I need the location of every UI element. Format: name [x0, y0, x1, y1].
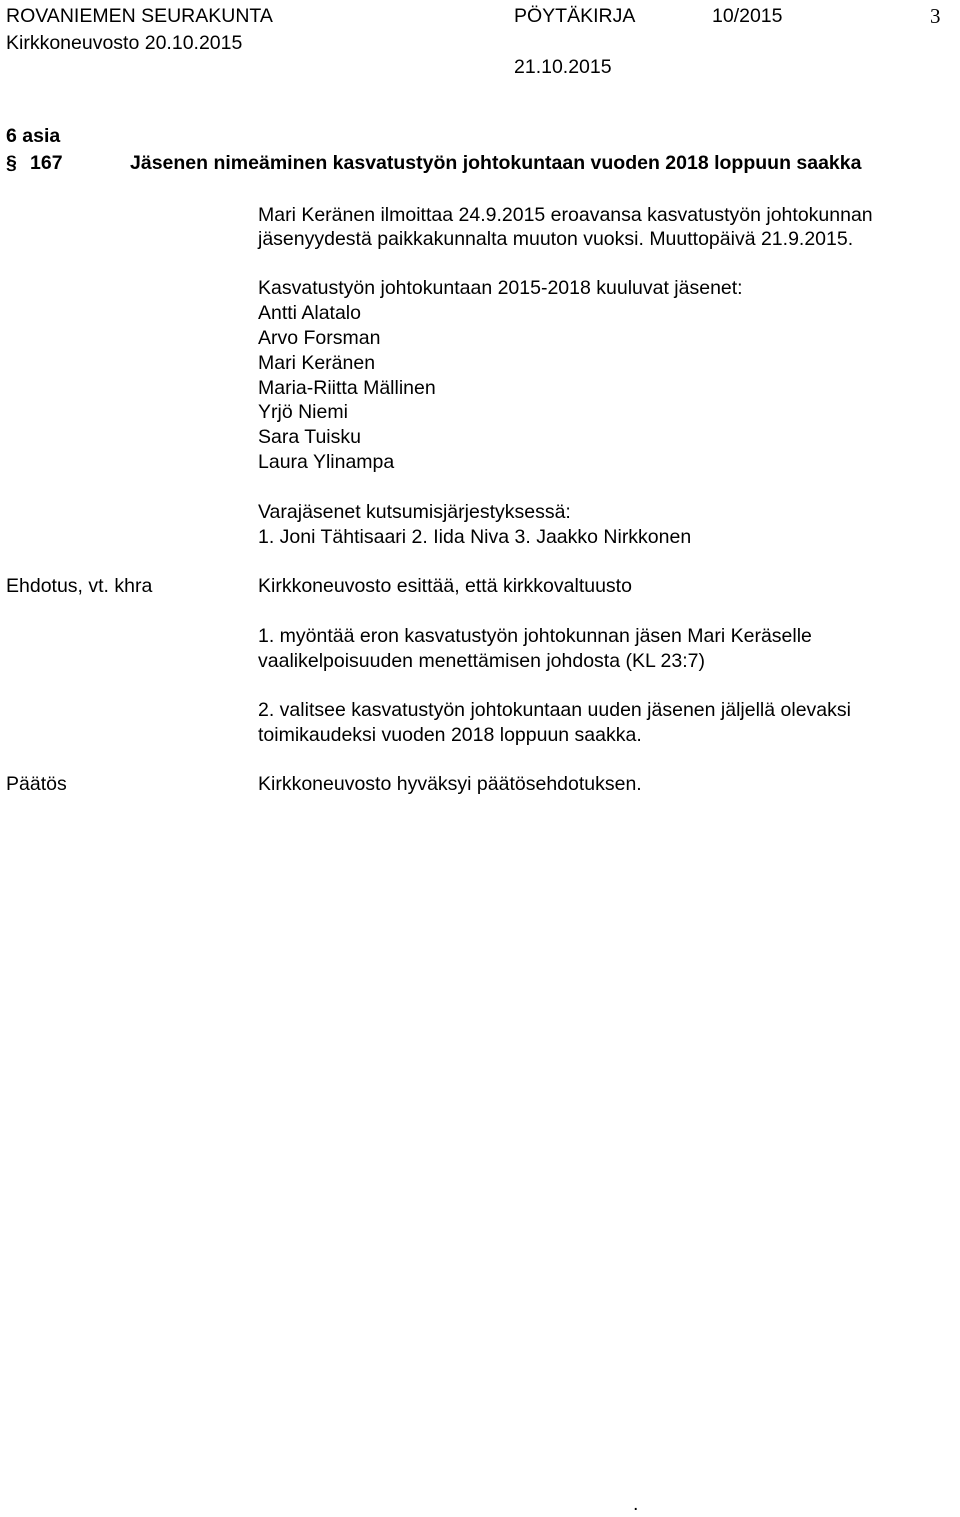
proposal-label: Ehdotus, vt. khra	[6, 575, 153, 597]
deputies-heading: Varajäsenet kutsumisjärjestyksessä:	[258, 501, 571, 523]
org-name: ROVANIEMEN SEURAKUNTA	[6, 5, 273, 27]
decision-text: Kirkkoneuvosto hyväksyi päätösehdotuksen.	[258, 773, 642, 795]
list-item: Arvo Forsman	[258, 327, 381, 349]
page-number: 3	[930, 4, 941, 28]
proposal-point-1-line-2: vaalikelpoisuuden menettämisen johdosta (KL 23:7)	[258, 650, 705, 672]
proposal-point-2-line-1: 2. valitsee kasvatustyön johtokuntaan uuden jäsenen jäljellä olevaksi	[258, 699, 851, 721]
section-symbol: §	[6, 152, 17, 174]
list-item: Maria-Riitta Mällinen	[258, 377, 436, 399]
meeting-name: Kirkkoneuvosto 20.10.2015	[6, 32, 243, 54]
decision-label: Päätös	[6, 773, 67, 795]
doc-type: PÖYTÄKIRJA	[514, 5, 636, 27]
doc-number: 10/2015	[712, 5, 783, 27]
proposal-lead: Kirkkoneuvosto esittää, että kirkkovaltuusto	[258, 575, 632, 597]
deputies-line: 1. Joni Tähtisaari 2. Iida Niva 3. Jaakko Nirkkonen	[258, 526, 692, 548]
intro-line-2: jäsenyydestä paikkakunnalta muuton vuoksi. Muuttopäivä 21.9.2015.	[258, 228, 854, 250]
item-asia: 6 asia	[6, 125, 61, 147]
item-number: 167	[30, 152, 63, 174]
list-item: Laura Ylinampa	[258, 451, 395, 473]
item-title: Jäsenen nimeäminen kasvatustyön johtokuntaan vuoden 2018 loppuun saakka	[130, 152, 862, 174]
list-item: Mari Keränen	[258, 352, 376, 374]
members-heading: Kasvatustyön johtokuntaan 2015-2018 kuuluvat jäsenet:	[258, 277, 743, 299]
proposal-point-2-line-2: toimikaudeksi vuoden 2018 loppuun saakka.	[258, 724, 642, 746]
list-item: Sara Tuisku	[258, 426, 361, 448]
intro-line-1: Mari Keränen ilmoittaa 24.9.2015 eroavansa kasvatustyön johtokunnan	[258, 204, 873, 226]
document-date: 21.10.2015	[514, 56, 612, 78]
footer-mark: .	[633, 1493, 639, 1515]
list-item: Antti Alatalo	[258, 302, 361, 324]
list-item: Yrjö Niemi	[258, 401, 348, 423]
proposal-point-1-line-1: 1. myöntää eron kasvatustyön johtokunnan jäsen Mari Keräselle	[258, 625, 812, 647]
